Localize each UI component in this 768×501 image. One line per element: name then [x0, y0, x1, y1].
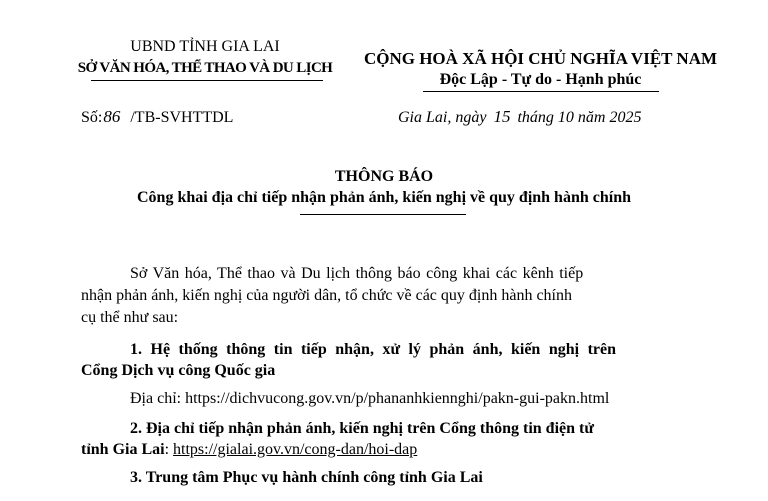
issuing-authority-line1: UBND TỈNH GIA LAI [130, 38, 280, 55]
document-number-prefix: Số: [81, 109, 103, 126]
date-suffix: tháng 10 năm 2025 [517, 109, 642, 126]
section2-heading-line1: 2. Địa chỉ tiếp nhận phản ánh, kiến nghị trên Cổng thông tin điện tử [130, 420, 594, 437]
document-number-suffix: /TB-SVHTTDL [130, 109, 234, 126]
authority-underline [91, 80, 323, 81]
section2-place: tỉnh Gia Lai [81, 441, 165, 458]
date-line [398, 107, 641, 127]
intro-line-2: nhận phản ánh, kiến nghị của người dân, tổ chức về các quy định hành chính [81, 287, 572, 304]
document-number [81, 107, 233, 127]
date-prefix: Gia Lai, ngày [398, 109, 487, 126]
section1-heading-line1: 1. Hệ thống thông tin tiếp nhận, xử lý phản ánh, kiến nghị trên [130, 341, 616, 358]
national-title: CỘNG HOÀ XÃ HỘI CHỦ NGHĨA VIỆT NAM [363, 49, 718, 68]
national-motto: Độc Lập - Tự do - Hạnh phúc [439, 71, 642, 88]
issuing-authority-line2: SỞ VĂN HÓA, THỂ THAO VÀ DU LỊCH [77, 60, 333, 76]
section1-address-label: Địa chỉ: [130, 390, 186, 407]
section2-portal-link[interactable]: https://gialai.gov.vn/cong-dan/hoi-dap [173, 441, 418, 458]
motto-underline [423, 91, 659, 92]
section2-separator: : [164, 441, 174, 458]
intro-line-3: cụ thể như sau: [81, 309, 179, 326]
notice-subtitle: Công khai địa chỉ tiếp nhận phản ánh, kiến nghị về quy định hành chính [136, 189, 631, 206]
document-number-value: 86 [103, 107, 121, 126]
notice-title: THÔNG BÁO [334, 168, 434, 185]
intro-line-1: Sở Văn hóa, Thể thao và Du lịch thông báo công khai các kênh tiếp [130, 265, 584, 282]
section1-heading-line2: Cổng Dịch vụ công Quốc gia [81, 362, 276, 379]
section2-heading-line2 [81, 441, 417, 459]
date-day: 15 [493, 107, 511, 126]
section1-address-url: https://dichvucong.gov.vn/p/phananhkiennghi/pakn-gui-pakn.html [185, 390, 610, 407]
subtitle-underline [300, 214, 466, 215]
section3-heading: 3. Trung tâm Phục vụ hành chính công tỉnh Gia Lai [130, 469, 483, 486]
section1-address [130, 390, 609, 408]
